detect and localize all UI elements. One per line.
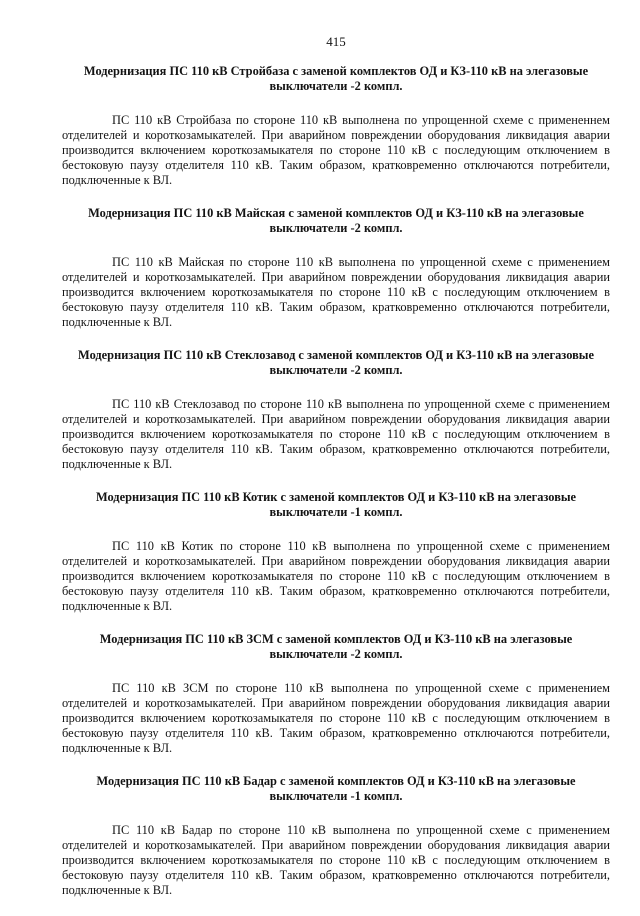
section-strojbaza: [62, 64, 610, 188]
section-title: Модернизация ПС 110 кВ Стеклозавод с заменой комплектов ОД и КЗ-110 кВ на элегазовые выключатели -2 компл.: [78, 348, 594, 377]
section-title: Модернизация ПС 110 кВ Бадар с заменой комплектов ОД и КЗ-110 кВ на элегазовые выключатели -1 компл.: [96, 774, 576, 803]
section-body: ПС 110 кВ Стройбаза по стороне 110 кВ выполнена по упрощенной схеме с примененнем отделителей и короткозамыкателей. При аварийном повреждении оборудования ликвидация аварии производится включением короткозамыкателя по стороне 110 кВ с последующим отключением в бестоковую паузу отделителя 110 кВ. Таким образом, кратковременно отключаются потребители, подключенные к ВЛ.: [62, 113, 610, 187]
section-body: ПС 110 кВ Котик по стороне 110 кВ выполнена по упрощенной схеме с применением отделителей и короткозамыкателей. При аварийном повреждении оборудования ликвидация аварии производится включением короткозамыкателя по стороне 110 кВ с последующим отключением в бестоковую паузу отделителя 110 кВ. Таким образом, кратковременно отключаются потребители, подключенные к ВЛ.: [62, 539, 610, 613]
section-body: ПС 110 кВ Стеклозавод по стороне 110 кВ выполнена по упрощенной схеме с применением отделителей и короткозамыкателей. При аварийном повреждении оборудования ликвидация аварии производится включением короткозамыкателя по стороне 110 кВ с последующим отключением в бестоковую паузу отделителя 110 кВ. Таким образом, кратковременно отключаются потребители, подключенные к ВЛ.: [62, 397, 610, 471]
section-title: Модернизация ПС 110 кВ ЗСМ с заменой комплектов ОД и КЗ-110 кВ на элегазовые выключатели -2 компл.: [99, 632, 573, 661]
section-body: ПС 110 кВ Майская по стороне 110 кВ выполнена по упрощенной схеме с применением отделителей и короткозамыкателей. При аварийном повреждении оборудования ликвидация аварии производится включением короткозамыкателя по стороне 110 кВ с последующим отключением в бестоковую паузу отделителя 110 кВ. Таким образом, кратковременно отключаются потребители, подключенные к ВЛ.: [62, 255, 610, 329]
page-number: 415: [326, 34, 346, 49]
section-kotik: [62, 490, 610, 614]
section-zsm: [62, 632, 610, 756]
document-page: [62, 34, 610, 916]
section-title: Модернизация ПС 110 кВ Котик с заменой комплектов ОД и КЗ-110 кВ на элегазовые выключатели -1 компл.: [95, 490, 577, 519]
section-title: Модернизация ПС 110 кВ Стройбаза с заменой комплектов ОД и КЗ-110 кВ на элегазовые выключатели -2 компл.: [83, 64, 589, 93]
section-title: Модернизация ПС 110 кВ Майская с заменой комплектов ОД и КЗ-110 кВ на элегазовые выключатели -2 компл.: [88, 206, 584, 235]
section-steklozavod: [62, 348, 610, 472]
section-majskaya: [62, 206, 610, 330]
section-badar: [62, 774, 610, 898]
section-body: ПС 110 кВ Бадар по стороне 110 кВ выполнена по упрощенной схеме с применением отделителей и короткозамыкателей. При аварийном повреждении оборудования ликвидация аварии производится включением короткозамыкателя по стороне 110 кВ с последующим отключением в бестоковую паузу отделителя 110 кВ. Таким образом, кратковременно отключаются потребители, подключенные к ВЛ.: [62, 823, 610, 897]
section-body: ПС 110 кВ ЗСМ по стороне 110 кВ выполнена по упрощенной схеме с применением отделителей и короткозамыкателей. При аварийном повреждении оборудования ликвидация аварии производится включением короткозамыкателя по стороне 110 кВ с последующим отключением в бестоковую паузу отделителя 110 кВ. Таким образом, кратковременно отключаются потребители, подключенные к ВЛ.: [62, 681, 610, 755]
